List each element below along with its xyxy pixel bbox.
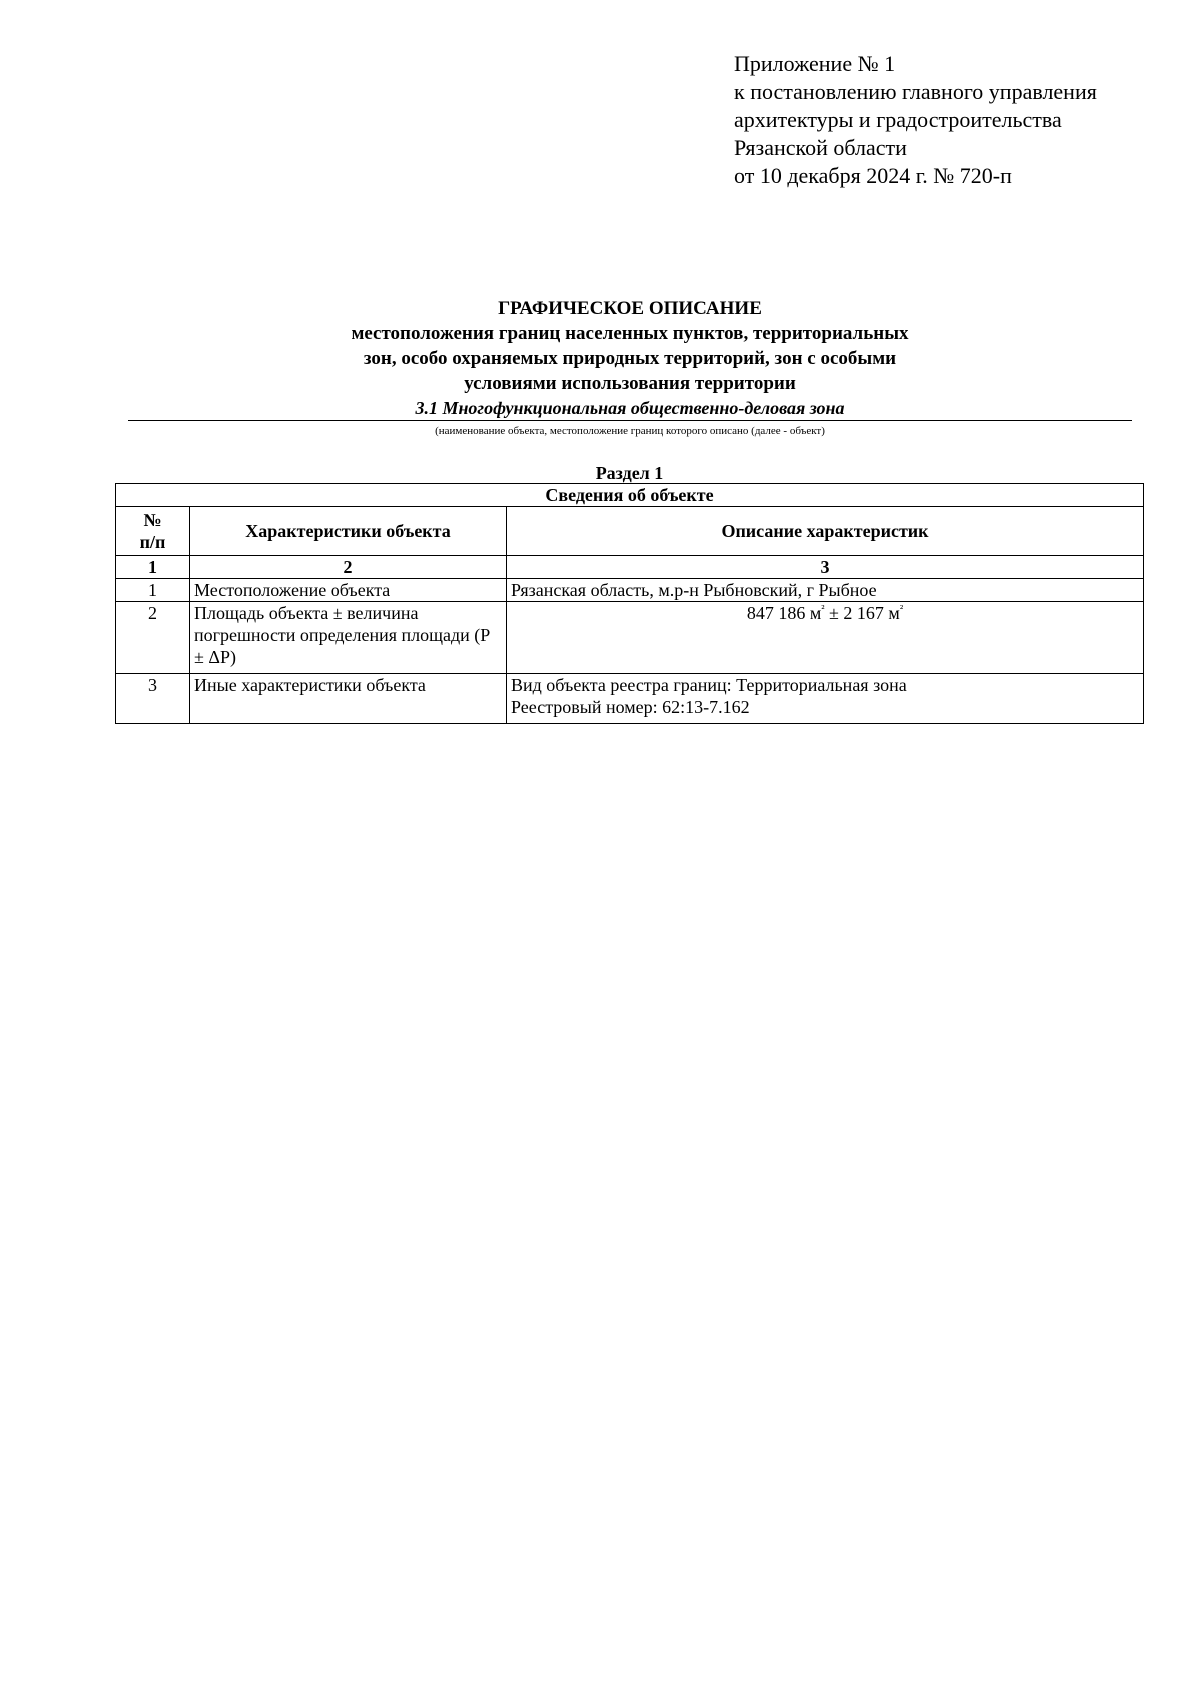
row-description-area <box>507 602 1144 674</box>
row-number: 3 <box>116 674 190 724</box>
row-number: 2 <box>116 602 190 674</box>
appendix-line: архитектуры и градостроительства <box>734 107 1062 132</box>
area-tolerance: ± 2 167 м <box>824 603 900 623</box>
appendix-line: от 10 декабря 2024 г. № 720-п <box>734 163 1012 188</box>
row-characteristic: Местоположение объекта <box>190 579 507 602</box>
appendix-line: Рязанской области <box>734 135 907 160</box>
section-title: Раздел 1 <box>595 463 664 483</box>
column-number: 1 <box>116 556 190 579</box>
table-row <box>116 579 1144 602</box>
row-number: 1 <box>116 579 190 602</box>
column-number: 2 <box>190 556 507 579</box>
column-header-number: № п/п <box>116 507 190 556</box>
row-description <box>507 674 1144 724</box>
table-row <box>116 674 1144 724</box>
table-header-row <box>116 507 1144 556</box>
row-characteristic: Площадь объекта ± величина погрешности определения площади (P ± ΔP) <box>190 602 507 674</box>
object-name: 3.1 Многофункциональная общественно-деловая зона <box>128 396 1132 421</box>
area-value: 847 186 м <box>746 603 822 623</box>
area-unit-superscript: ² <box>821 603 825 615</box>
table-caption: Сведения об объекте <box>116 484 1144 507</box>
table-caption-row <box>116 484 1144 507</box>
column-header-characteristic: Характеристики объекта <box>190 507 507 556</box>
document-title-block <box>128 296 1132 439</box>
area-unit-superscript: ² <box>899 603 904 615</box>
appendix-note <box>734 50 1097 190</box>
row-description-line: Вид объекта реестра границ: Территориальная зона <box>511 675 907 695</box>
document-subtitle-line: условиями использования территории <box>464 373 796 394</box>
table-row <box>116 602 1144 674</box>
document-subtitle-line: зон, особо охраняемых природных территорий, зон с особыми <box>363 348 897 369</box>
row-description-line: Реестровый номер: 62:13-7.162 <box>511 697 750 717</box>
column-header-description: Описание характеристик <box>507 507 1144 556</box>
appendix-line: Приложение № 1 <box>734 51 896 76</box>
row-description: Рязанская область, м.р-н Рыбновский, г Рыбное <box>507 579 1144 602</box>
row-characteristic: Иные характеристики объекта <box>190 674 507 724</box>
document-title: ГРАФИЧЕСКОЕ ОПИСАНИЕ <box>498 298 762 319</box>
document-subtitle-line: местоположения границ населенных пунктов, территориальных <box>351 323 909 344</box>
column-numbers-row <box>116 556 1144 579</box>
object-info-table <box>115 483 1144 724</box>
object-name-caption: (наименование объекта, местоположение границ которого описано (далее - объект) <box>435 425 825 437</box>
column-number: 3 <box>507 556 1144 579</box>
appendix-line: к постановлению главного управления <box>734 79 1097 104</box>
